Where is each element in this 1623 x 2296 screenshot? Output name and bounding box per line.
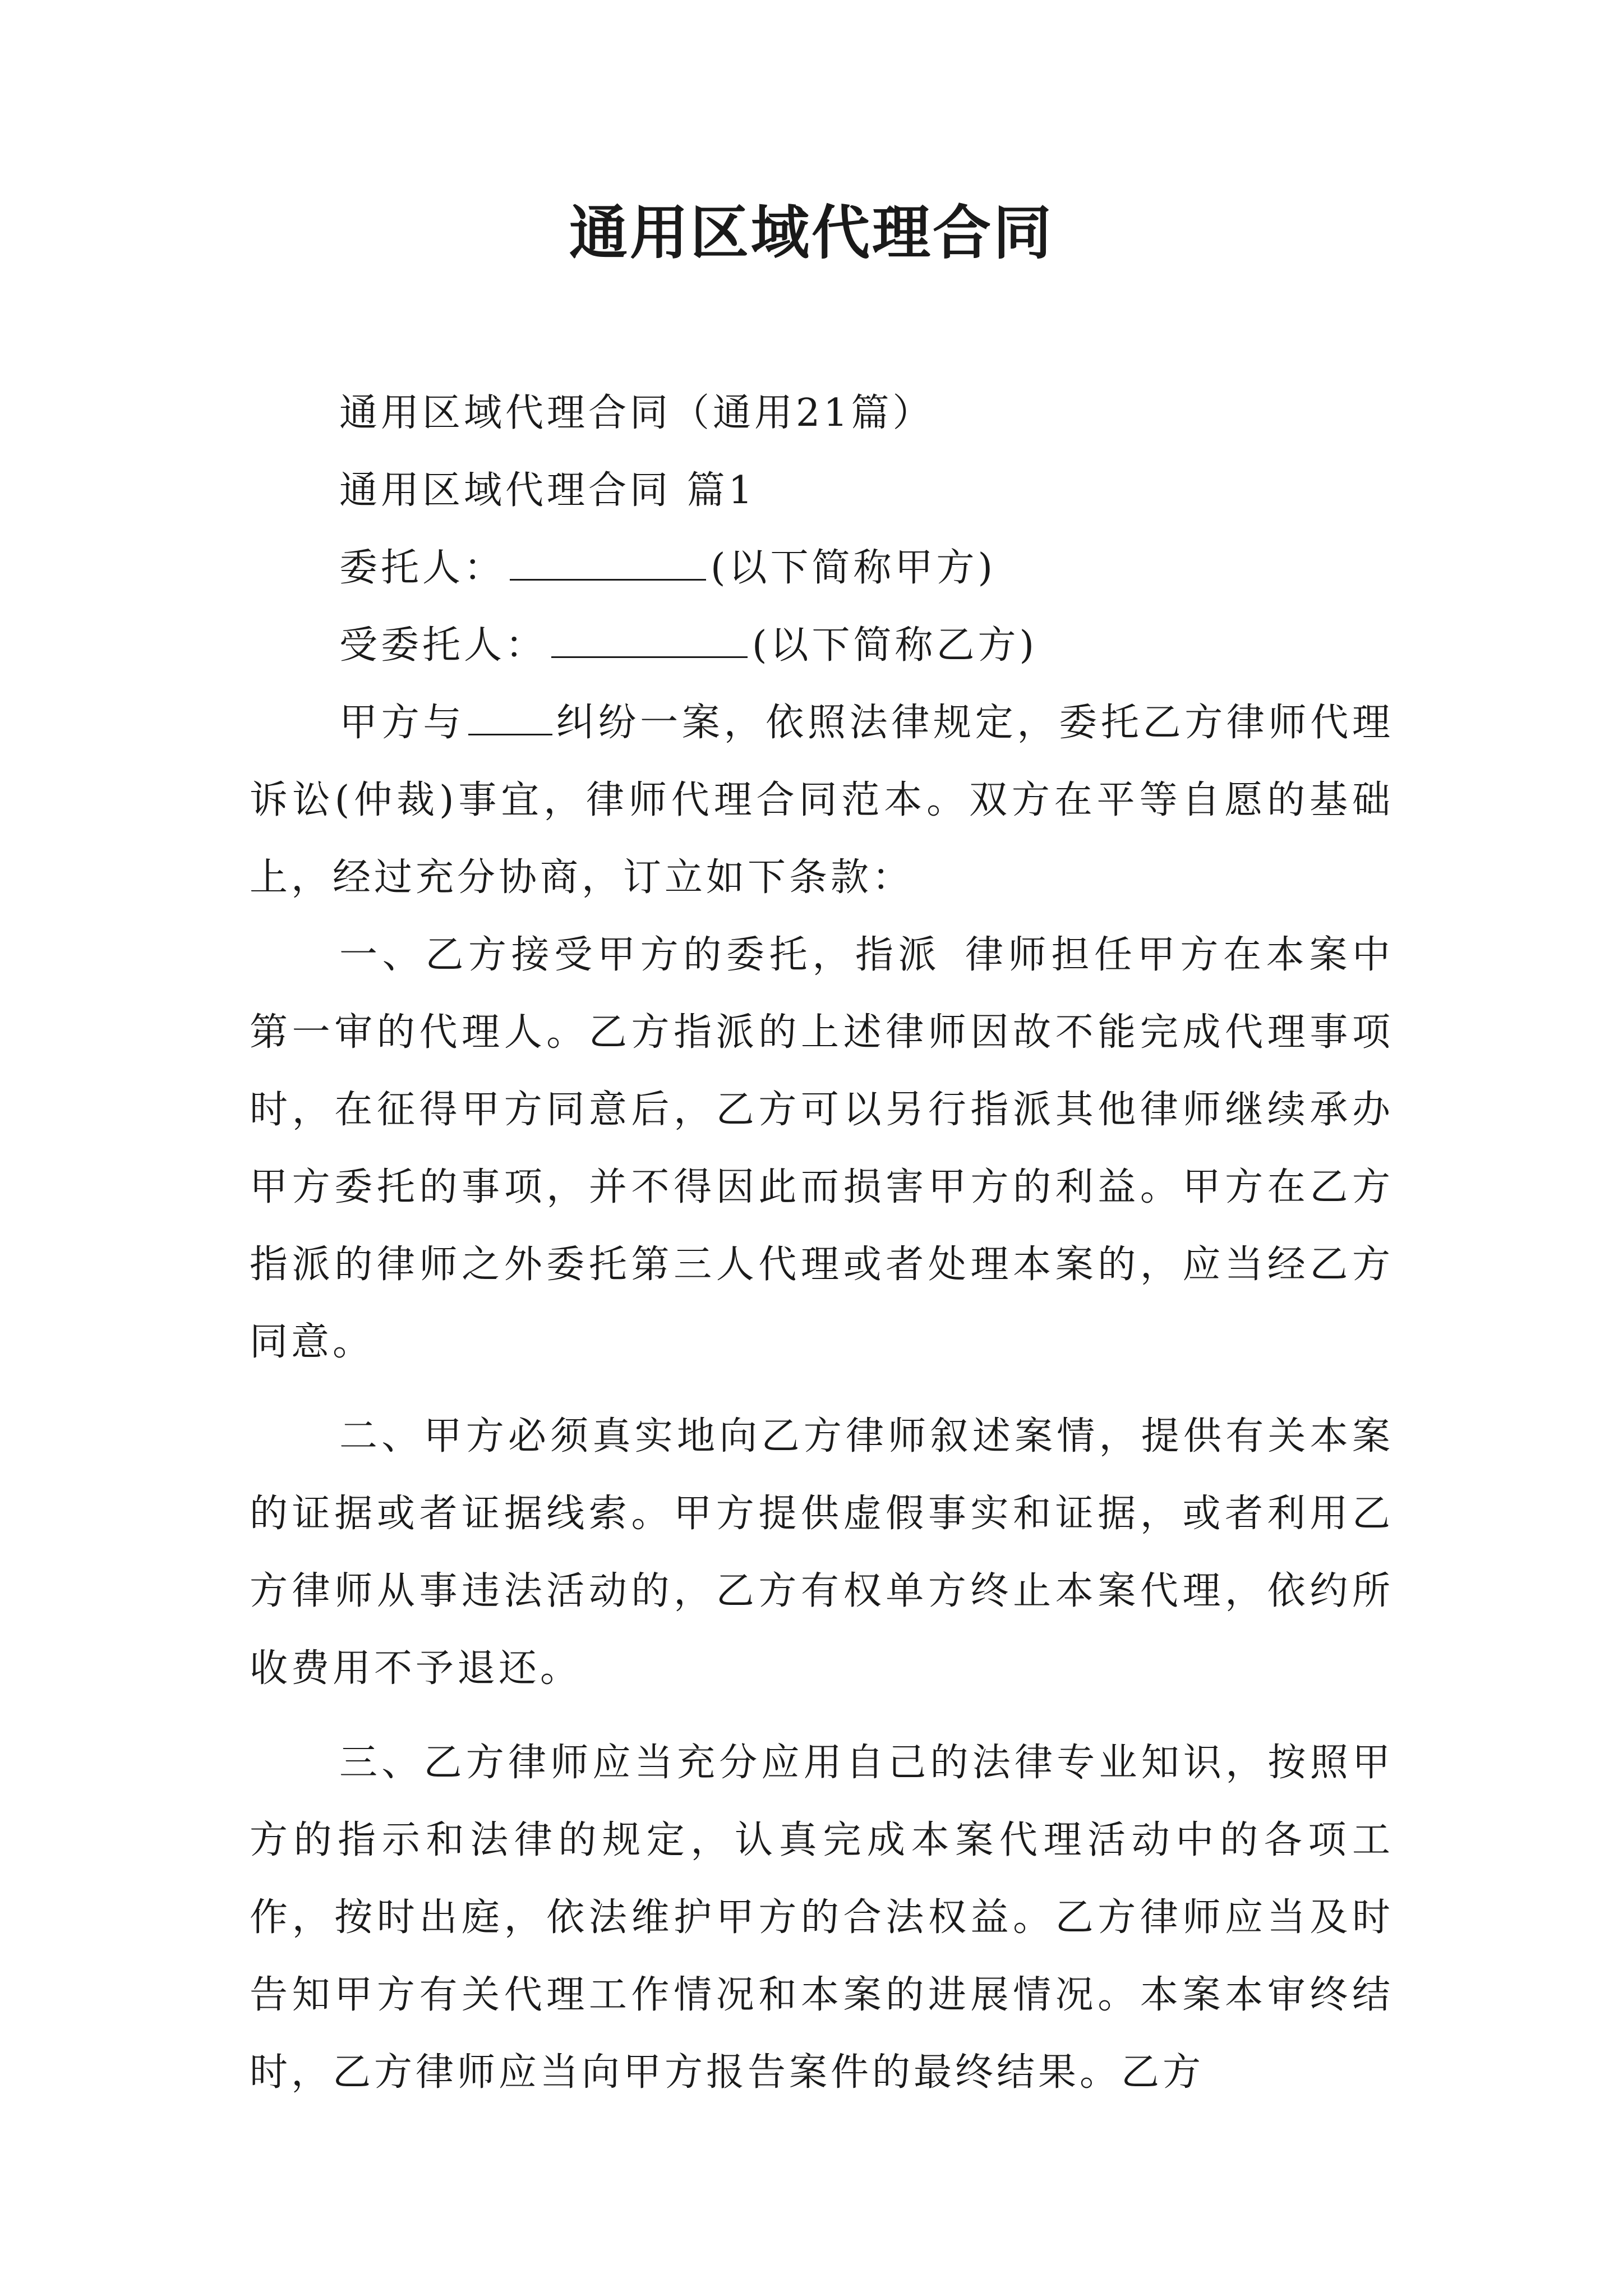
agent-suffix: (以下简称乙方): [752, 623, 1038, 668]
principal-blank: [510, 546, 706, 581]
agent-label: 受委托人：: [339, 623, 547, 668]
case-blank: [468, 701, 552, 735]
document-title: 通用区域代理合同: [569, 198, 1054, 267]
document-body: [250, 375, 1394, 2111]
intro-paragraph: 甲方与 纠纷一案，依照法律规定，委托乙方律师代理诉讼(仲裁)事宜，律师代理合同范本。双方在平等自愿的基础上，经过充分协商，订立如下条款：: [250, 701, 1394, 900]
clause-2: 二、甲方必须真实地向乙方律师叙述案情，提供有关本案的证据或者证据线索。甲方提供虚假事实和证据，或者利用乙方律师从事违法活动的，乙方有权单方终止本案代理，依约所收费用不予退还。: [250, 1414, 1394, 1691]
clause-1: 一、乙方接受甲方的委托，指派 律师担任甲方在本案中第一审的代理人。乙方指派的上述律师因故不能完成代理事项时，在征得甲方同意后，乙方可以另行指派其他律师继续承办甲方委托的事项，并不得因此而损害甲方的利益。甲方在乙方指派的律师之外委托第三人代理或者处理本案的，应当经乙方同意。: [250, 933, 1394, 1364]
principal-line: [250, 530, 1394, 607]
principal-suffix: (以下简称甲方): [711, 546, 997, 590]
section-heading: 通用区域代理合同 篇1: [339, 468, 756, 513]
agent-blank: [551, 624, 748, 658]
clause-3: 三、乙方律师应当充分应用自己的法律专业知识，按照甲方的指示和法律的规定，认真完成本案代理活动中的各项工作，按时出庭，依法维护甲方的合法权益。乙方律师应当及时告知甲方有关代理工作情况和本案的进展情况。本案本审终结时，乙方律师应当向甲方报告案件的最终结果。乙方: [250, 1741, 1394, 2095]
agent-line: [250, 607, 1394, 684]
principal-label: 委托人：: [339, 546, 506, 590]
subtitle: 通用区域代理合同（通用21篇）: [339, 391, 934, 435]
